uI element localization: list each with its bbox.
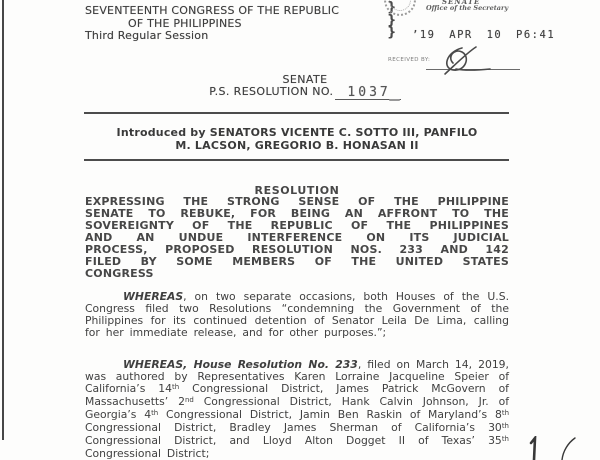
introduced-line-2: M. LACSON, GREGORIO B. HONASAN II bbox=[175, 139, 419, 152]
resolution-title-line: FILED BY SOME MEMBERS OF THE UNITED STATES bbox=[85, 255, 509, 268]
resolution-title-line: PROCESS, PROPOSED RESOLUTION NOS. 233 AND 142 bbox=[85, 243, 509, 256]
seal-inner-ring bbox=[389, 0, 411, 11]
resolution-number-line bbox=[85, 86, 525, 99]
introduced-line-1: Introduced by SENATORS VICENTE C. SOTTO III, PANFILO bbox=[116, 126, 478, 139]
resolution-title-line: AND AN UNDUE INTERFERENCE ON ITS JUDICIAL bbox=[85, 231, 509, 244]
resolution-title-line: CONGRESS bbox=[85, 267, 154, 280]
stamp-office-sub: Office of the Secretary bbox=[426, 4, 509, 12]
resolution-number-label: P.S. RESOLUTION NO. bbox=[209, 84, 334, 98]
brace-icon: } bbox=[387, 0, 397, 15]
resolution-title-line: SENATE TO REBUKE, FOR BEING AN AFFRONT TO THE bbox=[85, 207, 509, 220]
dash-mark bbox=[389, 99, 400, 101]
pen-mark-page-number-icon bbox=[516, 436, 586, 460]
date-received-stamp: ’19 APR 10 P6:41 bbox=[412, 29, 556, 41]
resolution-number-value: 1037 bbox=[335, 87, 400, 100]
scan-edge-line bbox=[2, 0, 4, 440]
resolution-title-line: SOVEREIGNTY OF THE REPUBLIC OF THE PHILIPPINES bbox=[85, 219, 509, 232]
congress-session-block bbox=[85, 5, 339, 43]
received-by-label: RECEIVED BY: bbox=[388, 57, 431, 63]
resolution-title-block bbox=[85, 74, 525, 99]
whereas-paragraph-1: WHEREAS, on two separate occasions, both Houses of the U.S. Congress filed two Resolutions “condemning the Government of the Philippines for its continued detention of Senator Leila De Lima, calling for her immediate release, and for other purposes.”; bbox=[85, 290, 509, 339]
stamp-office-name: SENATE bbox=[442, 0, 481, 6]
whereas-paragraph-2: WHEREAS, House Resolution No. 233, filed on March 14, 2019, was authored by Representatives Karen Lorraine Jacqueline Speier of California’s 14th Congressional District, James Patrick McGovern of Massachusetts’ 2nd Congressional District, Hank Calvin Johnson, Jr. of Georgia’s 4th Congressional District, Jamin Ben Raskin of Maryland’s 8th Congressional District, Bradley James Sherman of California’s 30th Congressional District, and Lloyd Alton Dogget II of Texas’ 35th Congressional District; bbox=[85, 358, 510, 460]
brace-icon: } bbox=[387, 12, 397, 28]
brace-icon: } bbox=[387, 25, 397, 40]
horizontal-rule-bottom bbox=[84, 159, 509, 161]
resolution-title bbox=[85, 196, 509, 280]
congress-line-2: OF THE PHILIPPINES bbox=[128, 16, 242, 30]
chamber-title: SENATE bbox=[282, 73, 328, 86]
office-stamp bbox=[426, 0, 508, 12]
horizontal-rule-top bbox=[84, 112, 509, 114]
resolution-title-line: EXPRESSING THE STRONG SENSE OF THE PHILIPPINE bbox=[85, 195, 509, 208]
resolution-heading: RESOLUTION bbox=[254, 184, 340, 197]
introduced-by-block bbox=[85, 126, 509, 152]
congress-line-3: Third Regular Session bbox=[85, 29, 209, 42]
congress-line-1: SEVENTEENTH CONGRESS OF THE REPUBLIC bbox=[85, 4, 340, 17]
